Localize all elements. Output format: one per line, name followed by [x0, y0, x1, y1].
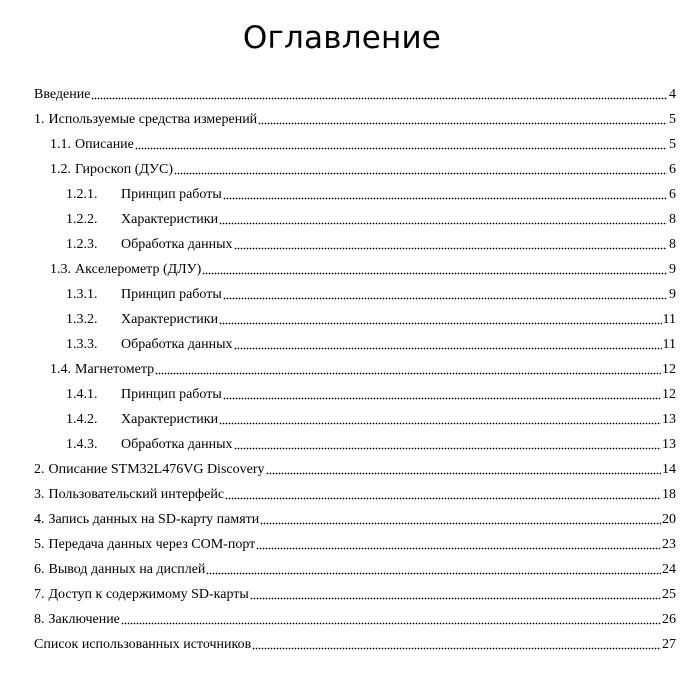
toc-dot-leader — [260, 521, 661, 526]
toc-entry-text: Обработка данных — [121, 437, 233, 452]
toc-entry-number: 1.3.3. — [66, 337, 98, 352]
toc-entry-number: 1.3. — [50, 262, 71, 277]
toc-dot-leader — [234, 246, 667, 251]
toc-entry-text: Заключение — [48, 612, 120, 627]
toc-entry-text: Принцип работы — [121, 287, 222, 302]
toc-entry-page: 23 — [662, 537, 676, 552]
toc-dot-leader — [202, 271, 667, 276]
toc-entry-number: 1.4.2. — [66, 412, 98, 427]
toc-entry-page: 6 — [669, 162, 676, 177]
toc-entry-text: Используемые средства измерений — [48, 112, 258, 127]
toc-entry[interactable] — [0, 159, 676, 179]
toc-dot-leader — [258, 121, 667, 126]
toc-entry-page: 11 — [662, 337, 676, 352]
toc-entry[interactable] — [0, 584, 676, 604]
toc-entry-number: 3. — [34, 487, 45, 502]
toc-entry[interactable] — [0, 384, 676, 404]
toc-entry-text: Обработка данных — [121, 237, 233, 252]
toc-entry-text: Характеристики — [121, 212, 219, 227]
toc-entry-text: Акселерометр (ДЛУ) — [75, 262, 202, 277]
toc-entry-page: 27 — [662, 637, 676, 652]
toc-entry-text: Принцип работы — [121, 187, 222, 202]
toc-entry-text: Вывод данных на дисплей — [48, 562, 206, 577]
toc-dot-leader — [155, 371, 661, 376]
toc-dot-leader — [91, 96, 667, 101]
toc-entry-number: 1.4.1. — [66, 387, 98, 402]
toc-entry-page: 12 — [662, 387, 676, 402]
toc-entry-text: Характеристики — [121, 412, 219, 427]
toc-dot-leader — [219, 421, 661, 426]
toc-entry[interactable] — [0, 209, 676, 229]
toc-entry-page: 18 — [662, 487, 676, 502]
toc-entry-page: 14 — [662, 462, 676, 477]
toc-entry-number: 4. — [34, 512, 45, 527]
toc-entry-page: 8 — [669, 237, 676, 252]
toc-entry[interactable] — [0, 134, 676, 154]
toc-entry-text: Пользовательский интерфейс — [48, 487, 225, 502]
toc-entry[interactable] — [0, 284, 676, 304]
toc-entry-number: 1.2.1. — [66, 187, 98, 202]
toc-entry[interactable] — [0, 434, 676, 454]
toc-entry[interactable] — [0, 259, 676, 279]
toc-entry-text: Принцип работы — [121, 387, 222, 402]
toc-dot-leader — [266, 471, 662, 476]
toc-dot-leader — [219, 221, 667, 226]
toc-dot-leader — [121, 621, 661, 626]
toc-entry-page: 12 — [662, 362, 676, 377]
toc-entry-text: Введение — [34, 87, 91, 102]
toc-dot-leader — [135, 146, 667, 151]
toc-entry-text: Гироскоп (ДУС) — [75, 162, 173, 177]
toc-entry-text: Доступ к содержимому SD-карты — [48, 587, 249, 602]
toc-title: Оглавление — [242, 20, 442, 56]
toc-entry-text: Характеристики — [121, 312, 219, 327]
toc-entry[interactable] — [0, 484, 676, 504]
toc-dot-leader — [206, 571, 661, 576]
toc-entry-page: 25 — [662, 587, 676, 602]
toc-entry-number: 1.4.3. — [66, 437, 98, 452]
toc-entry-number: 1.2.3. — [66, 237, 98, 252]
toc-entry-page: 9 — [669, 262, 676, 277]
toc-entry-page: 8 — [669, 212, 676, 227]
toc-entry-number: 5. — [34, 537, 45, 552]
toc-entry-page: 5 — [669, 112, 676, 127]
toc-entry-number: 8. — [34, 612, 45, 627]
toc-dot-leader — [250, 596, 661, 601]
toc-entry-text: Обработка данных — [121, 337, 233, 352]
toc-dot-leader — [252, 646, 661, 651]
toc-entry[interactable] — [0, 409, 676, 429]
toc-dot-leader — [223, 196, 667, 201]
toc-dot-leader — [219, 321, 661, 326]
toc-entry-page: 4 — [669, 87, 676, 102]
toc-entry[interactable] — [0, 184, 676, 204]
toc-entry-text: Описание STM32L476VG Discovery — [48, 462, 265, 477]
toc-entry-number: 1.3.1. — [66, 287, 98, 302]
toc-entry[interactable] — [0, 359, 676, 379]
toc-dot-leader — [256, 546, 661, 551]
toc-entry-page: 13 — [662, 437, 676, 452]
toc-entry-number: 1.1. — [50, 137, 71, 152]
toc-entry-page: 6 — [669, 187, 676, 202]
toc-entry-text: Запись данных на SD-карту памяти — [48, 512, 260, 527]
toc-entry[interactable] — [0, 634, 676, 654]
toc-entry[interactable] — [0, 559, 676, 579]
toc-entry-number: 1.2.2. — [66, 212, 98, 227]
toc-entry-number: 6. — [34, 562, 45, 577]
toc-entry-number: 1.4. — [50, 362, 71, 377]
toc-dot-leader — [225, 496, 661, 501]
toc-dot-leader — [234, 446, 661, 451]
toc-entry-text: Передача данных через COM-порт — [48, 537, 256, 552]
toc-dot-leader — [174, 171, 667, 176]
toc-entry[interactable] — [0, 84, 676, 104]
toc-entry-page: 11 — [662, 312, 676, 327]
toc-entry[interactable] — [0, 509, 676, 529]
toc-entry-page: 20 — [662, 512, 676, 527]
toc-entry[interactable] — [0, 534, 676, 554]
toc-entry[interactable] — [0, 609, 676, 629]
toc-dot-leader — [223, 396, 661, 401]
toc-entry-number: 1.3.2. — [66, 312, 98, 327]
toc-entry-number: 7. — [34, 587, 45, 602]
toc-entry-text: Магнетометр — [75, 362, 155, 377]
toc-entry-number: 2. — [34, 462, 45, 477]
toc-entry-page: 24 — [662, 562, 676, 577]
toc-entry-page: 13 — [662, 412, 676, 427]
toc-entry-page: 26 — [662, 612, 676, 627]
toc-entry-text: Список использованных источников — [34, 637, 252, 652]
toc-entry-number: 1. — [34, 112, 45, 127]
toc-entry-text: Описание — [75, 137, 134, 152]
toc-dot-leader — [223, 296, 667, 301]
toc-entry-page: 5 — [669, 137, 676, 152]
toc-entry[interactable] — [0, 309, 676, 329]
toc-dot-leader — [234, 346, 662, 351]
toc-entry[interactable] — [0, 234, 676, 254]
toc-entry[interactable] — [0, 459, 676, 479]
toc-entry[interactable] — [0, 334, 676, 354]
toc-entry-page: 9 — [669, 287, 676, 302]
toc-entry-number: 1.2. — [50, 162, 71, 177]
toc-entry[interactable] — [0, 109, 676, 129]
